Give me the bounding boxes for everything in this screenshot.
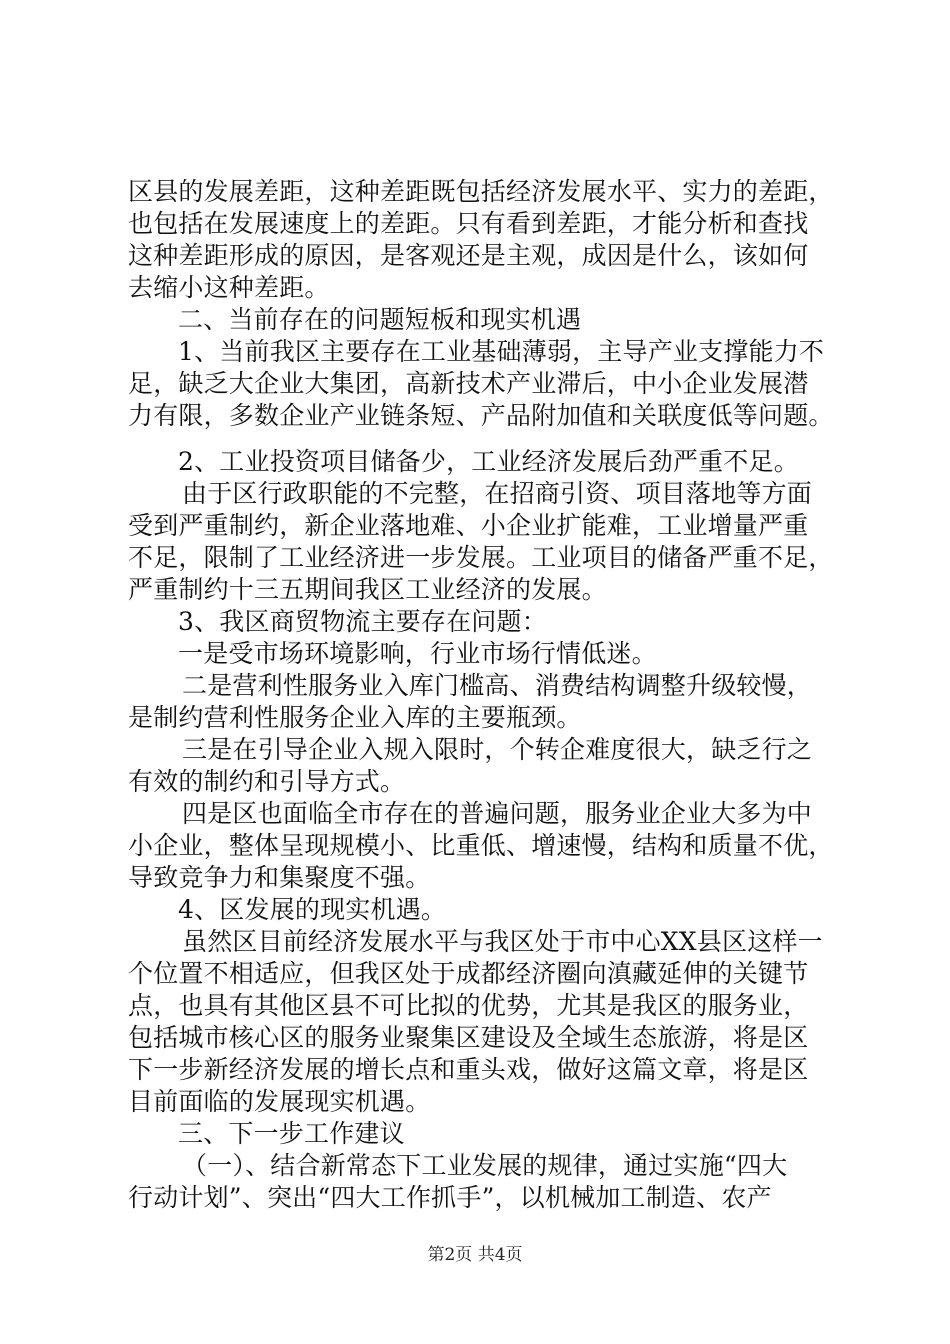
text-line: 三是在引导企业入规入限时，个转企难度很大，缺乏行之	[182, 735, 813, 764]
text-line: 这种差距形成的原因，是客观还是主观，成因是什么，该如何	[128, 241, 809, 270]
text-line: 去缩小这种差距。	[128, 273, 330, 302]
text-line: 2、工业投资项目储备少，工业经济发展后劲严重不足。	[178, 447, 799, 476]
text-line: 虽然区目前经济发展水平与我区处于市中心XX县区这样一	[182, 927, 823, 956]
text-line: 也包括在发展速度上的差距。只有看到差距，才能分析和查找	[128, 209, 809, 238]
text-line: 下一步新经济发展的增长点和重头戏，做好这篇文章，将是区	[128, 1055, 809, 1084]
text-line: 不足，限制了工业经济进一步发展。工业项目的储备严重不足，	[128, 543, 834, 572]
text-line: 足，缺乏大企业大集团，高新技术产业滞后，中小企业发展潜	[128, 369, 809, 398]
text-line: 力有限，多数企业产业链条短、产品附加值和关联度低等问题。	[128, 401, 834, 430]
text-line: （一）、结合新常态下工业发展的规律，通过实施“四大	[182, 1151, 788, 1180]
text-line: 个位置不相适应，但我区处于成都经济圈向滇藏延伸的关键节	[128, 959, 809, 988]
paragraph-gap	[128, 432, 838, 446]
body-text	[128, 176, 838, 1214]
text-line: 行动计划”、突出“四大工作抓手”，以机械加工制造、农产	[128, 1183, 772, 1212]
page-footer: 第2页 共4页	[427, 1245, 523, 1265]
text-line: 目前面临的发展现实机遇。	[128, 1087, 431, 1116]
text-line: 小企业，整体呈现规模小、比重低、增速慢，结构和质量不优，	[128, 831, 834, 860]
text-line: 严重制约十三五期间我区工业经济的发展。	[128, 575, 607, 604]
text-line: 区县的发展差距，这种差距既包括经济发展水平、实力的差距，	[128, 177, 834, 206]
text-line: 4、区发展的现实机遇。	[178, 895, 447, 924]
text-line: 是制约营利性服务企业入库的主要瓶颈。	[128, 703, 582, 732]
text-line: 1、当前我区主要存在工业基础薄弱，主导产业支撑能力不	[178, 337, 825, 366]
text-line: 由于区行政职能的不完整，在招商引资、项目落地等方面	[182, 479, 813, 508]
text-line: 点，也具有其他区县不可比拟的优势，尤其是我区的服务业，	[128, 991, 809, 1020]
text-line: 一是受市场环境影响，行业市场行情低迷。	[178, 639, 657, 668]
text-line: 3、我区商贸物流主要存在问题：	[178, 607, 547, 636]
section-heading: 二、当前存在的问题短板和现实机遇	[178, 305, 582, 334]
text-line: 有效的制约和引导方式。	[128, 767, 406, 796]
text-line: 导致竞争力和集聚度不强。	[128, 863, 431, 892]
section-heading: 三、下一步工作建议	[178, 1119, 405, 1148]
text-line: 包括城市核心区的服务业聚集区建设及全域生态旅游，将是区	[128, 1023, 809, 1052]
text-line: 四是区也面临全市存在的普遍问题，服务业企业大多为中	[182, 799, 813, 828]
text-line: 二是营利性服务业入库门槛高、消费结构调整升级较慢，	[182, 671, 813, 700]
text-line: 受到严重制约，新企业落地难、小企业扩能难，工业增量严重	[128, 511, 809, 540]
